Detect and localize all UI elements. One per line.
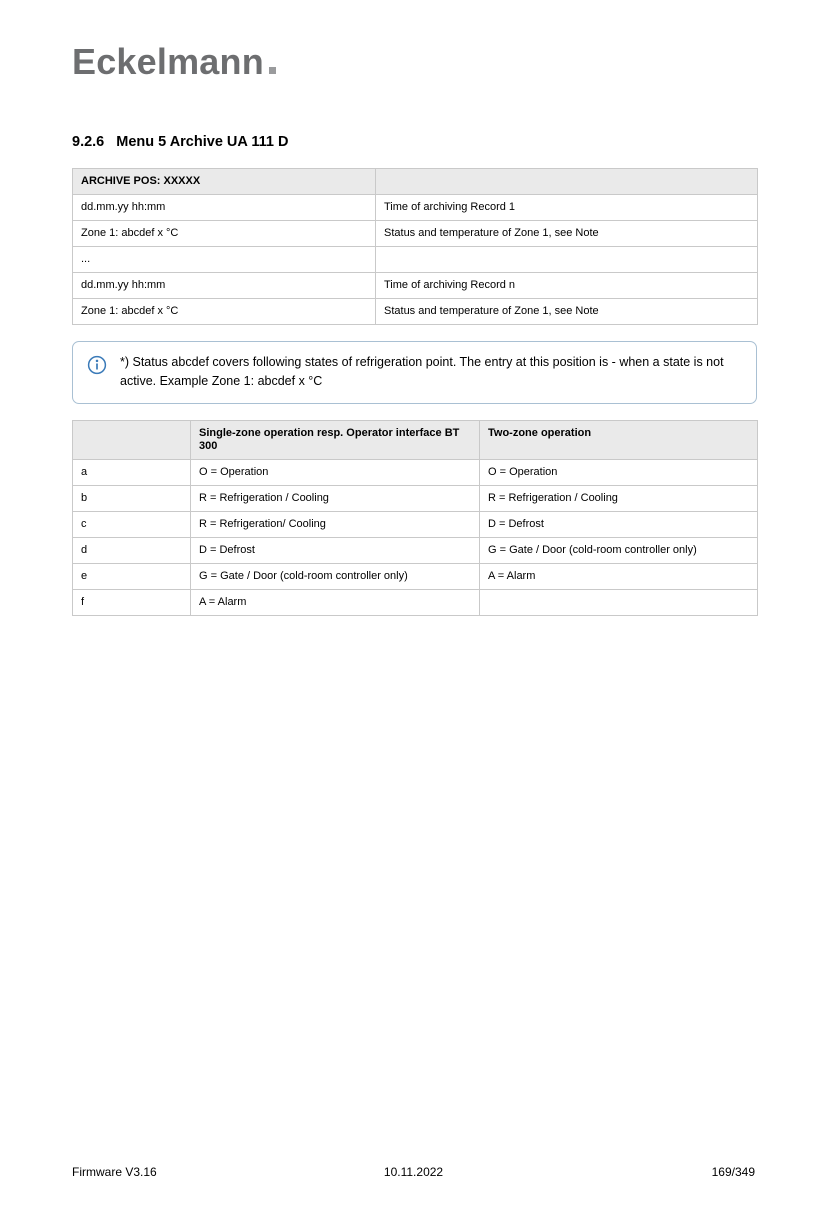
logo-dot-icon	[269, 67, 276, 74]
table-cell: ...	[73, 247, 376, 273]
page-footer	[72, 1165, 755, 1179]
table-cell: dd.mm.yy hh:mm	[73, 273, 376, 299]
info-circle-icon	[87, 355, 107, 380]
table-cell: f	[73, 589, 191, 615]
table-cell: O = Operation	[480, 459, 758, 485]
table-cell: c	[73, 511, 191, 537]
table-cell: G = Gate / Door (cold-room controller only)	[480, 537, 758, 563]
section-heading	[72, 134, 755, 150]
table-row	[73, 459, 758, 485]
info-note	[72, 341, 757, 404]
table-cell: R = Refrigeration/ Cooling	[191, 511, 480, 537]
section-title: Menu 5 Archive UA 111 D	[116, 134, 289, 150]
logo-text: Eckelmann	[72, 41, 264, 82]
table-row	[73, 195, 758, 221]
table-cell: d	[73, 537, 191, 563]
table-cell: R = Refrigeration / Cooling	[480, 485, 758, 511]
table-cell: G = Gate / Door (cold-room controller only)	[191, 563, 480, 589]
table-row	[73, 247, 758, 273]
states-table-header-row	[73, 420, 758, 459]
archive-table	[72, 168, 758, 325]
states-header-two-zone: Two-zone operation	[480, 420, 758, 459]
table-cell: D = Defrost	[480, 511, 758, 537]
table-cell: a	[73, 459, 191, 485]
table-cell	[376, 247, 758, 273]
note-text: *) Status abcdef covers following states of refrigeration point. The entry at this position is - when a state is not active. Example Zone 1: abcdef x °C	[120, 355, 724, 389]
table-cell	[480, 589, 758, 615]
archive-table-header: ARCHIVE POS: XXXXX	[73, 169, 376, 195]
archive-table-header-row	[73, 169, 758, 195]
table-cell: Status and temperature of Zone 1, see Note	[376, 221, 758, 247]
eckelmann-logo	[72, 41, 755, 82]
table-cell: Time of archiving Record 1	[376, 195, 758, 221]
table-cell: b	[73, 485, 191, 511]
table-row	[73, 273, 758, 299]
footer-date: 10.11.2022	[383, 1165, 444, 1179]
table-cell: A = Alarm	[480, 563, 758, 589]
table-row	[73, 563, 758, 589]
document-page	[0, 41, 827, 616]
table-cell: Time of archiving Record n	[376, 273, 758, 299]
table-cell: Zone 1: abcdef x °C	[73, 221, 376, 247]
table-cell: dd.mm.yy hh:mm	[73, 195, 376, 221]
archive-table-header-empty	[376, 169, 758, 195]
table-row	[73, 589, 758, 615]
section-number: 9.2.6	[72, 134, 105, 150]
table-cell: R = Refrigeration / Cooling	[191, 485, 480, 511]
footer-page-number: 169/349	[711, 1165, 756, 1179]
table-cell: A = Alarm	[191, 589, 480, 615]
states-header-single-zone: Single-zone operation resp. Operator interface BT 300	[191, 420, 480, 459]
table-row	[73, 299, 758, 325]
table-cell: e	[73, 563, 191, 589]
table-row	[73, 511, 758, 537]
table-row	[73, 485, 758, 511]
table-row	[73, 537, 758, 563]
operation-states-table	[72, 420, 758, 616]
table-cell: D = Defrost	[191, 537, 480, 563]
states-header-empty	[73, 420, 191, 459]
table-cell: O = Operation	[191, 459, 480, 485]
table-cell: Zone 1: abcdef x °C	[73, 299, 376, 325]
table-row	[73, 221, 758, 247]
footer-firmware-version: Firmware V3.16	[72, 1165, 157, 1179]
table-cell: Status and temperature of Zone 1, see Note	[376, 299, 758, 325]
